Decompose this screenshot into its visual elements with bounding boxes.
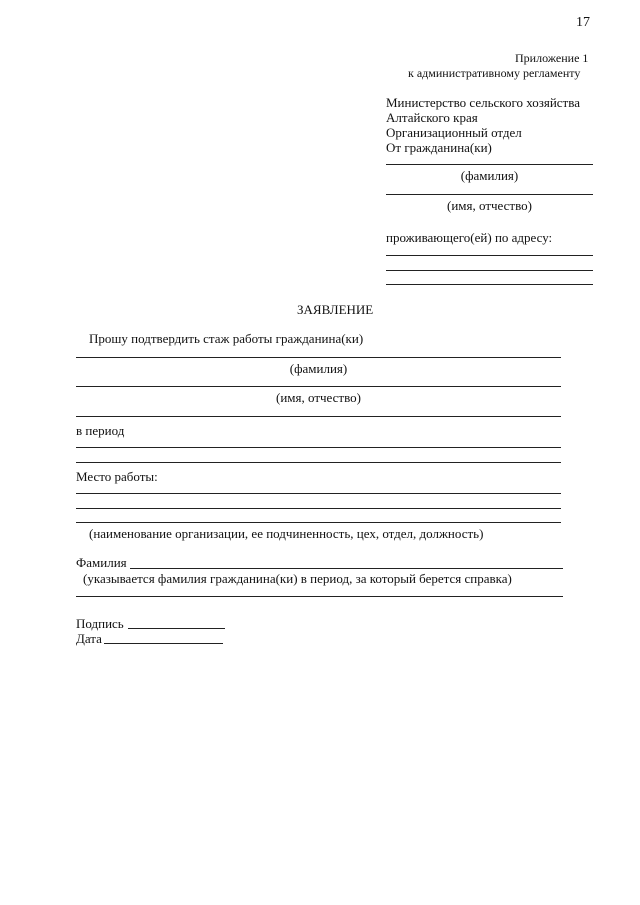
date-line[interactable] [104,643,223,644]
period-line-1[interactable] [76,447,561,448]
addressee-surname-line[interactable] [386,164,593,165]
period-line-2[interactable] [76,462,561,463]
addressee-address-line-3[interactable] [386,284,593,285]
signature-line[interactable] [128,628,225,629]
addressee-name-caption: (имя, отчество) [447,198,532,213]
addressee-address-line-1[interactable] [386,255,593,256]
addressee-name-line[interactable] [386,194,593,195]
date-label: Дата [76,631,102,646]
organization-caption: (наименование организации, ее подчиненность, цех, отдел, должность) [89,526,484,541]
workplace-line-1[interactable] [76,493,561,494]
addressee-address-line-2[interactable] [386,270,593,271]
addressee-address-label: проживающего(ей) по адресу: [386,230,553,245]
citizen-surname-line[interactable] [76,357,561,358]
surname-label: Фамилия [76,555,127,570]
workplace-line-3[interactable] [76,522,561,523]
page-number: 17 [576,15,590,30]
surname-note: (указывается фамилия гражданина(ки) в период, за который берется справка) [83,571,512,586]
addressee-from: От гражданина(ки) [386,140,492,155]
surname-field-line[interactable] [130,568,563,569]
citizen-name-caption: (имя, отчество) [276,390,361,405]
addressee-ministry: Министерство сельского хозяйства [386,95,580,110]
request-text: Прошу подтвердить стаж работы гражданина(ки) [89,331,364,346]
signature-label: Подпись [76,616,124,631]
appendix-line-1: Приложение 1 [515,51,589,65]
citizen-name-line[interactable] [76,386,561,387]
workplace-line-2[interactable] [76,508,561,509]
addressee-surname-caption: (фамилия) [460,168,519,183]
addressee-department: Организационный отдел [386,125,522,140]
workplace-label: Место работы: [76,469,158,484]
appendix-line-2: к административному регламенту [408,66,581,80]
period-label: в период [76,423,125,438]
citizen-extra-line[interactable] [76,416,561,417]
surname-note-line[interactable] [76,596,563,597]
document-title: ЗАЯВЛЕНИЕ [297,302,374,317]
addressee-region: Алтайского края [386,110,478,125]
citizen-surname-caption: (фамилия) [289,361,348,376]
